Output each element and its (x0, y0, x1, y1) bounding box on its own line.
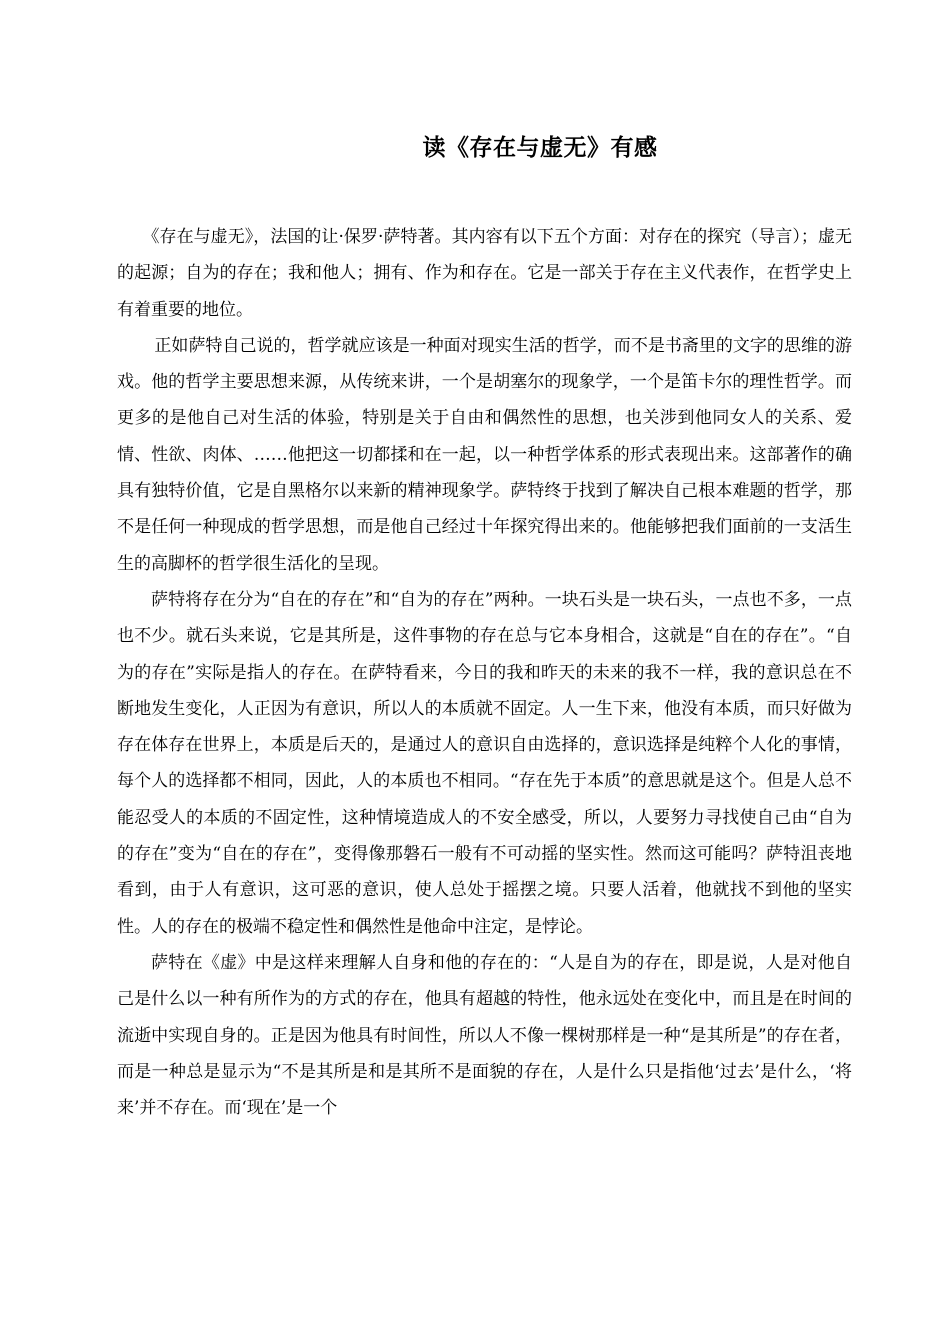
document-title: 读《存在与虚无》有感 (422, 135, 658, 161)
paragraph-intro: 《存在与虚无》，法国的让·保罗·萨特著。其内容有以下五个方面：对存在的探究（导言）；虚无的起源；自为的存在；我和他人；拥有、作为和存在。它是一部关于存在主义代表作，在哲学史上有着重要的地位。 (117, 227, 852, 320)
paragraph-human-existence: 萨特在《虚》中是这样来理解人自身和他的存在的：“人是自为的存在，即是说，人是对他自己是什么以一种有所作为的方式的存在，他具有超越的特性，他永远处在变化中，而且是在时间的流逝中实现自身的。正是因为他具有时间性，所以人不像一棵树那样是一种“是其所是”的存在者，而是一种总是显示为“不是其所是和是其所不是面貌的存在，人是什么只是指他‘过去’是什么，‘将来’并不存在。而‘现在’是一个 (117, 952, 852, 1119)
document-body (117, 219, 852, 1126)
paragraph-being-types: 萨特将存在分为“自在的存在”和“自为的存在”两种。一块石头是一块石头，一点也不多，一点也不少。就石头来说，它是其所是，这件事物的存在总与它本身相合，这就是“自在的存在”。“自为的存在”实际是指人的存在。在萨特看来，今日的我和昨天的未来的我不一样，我的意识总在不断地发生变化，人正因为有意识，所以人的本质就不固定。人一生下来，他没有本质，而只好做为存在体存在世界上，本质是后天的，是通过人的意识自由选择的，意识选择是纯粹个人化的事情，每个人的选择都不相同，因此，人的本质也不相同。“存在先于本质”的意思就是这个。但是人总不能忍受人的本质的不固定性，这种情境造成人的不安全感受，所以，人要努力寻找使自己由“自为的存在”变为“自在的存在”，变得像那磐石一般有不可动摇的坚实性。然而这可能吗？萨特沮丧地看到，由于人有意识，这可恶的意识，使人总处于摇摆之境。只要人活着，他就找不到他的坚实性。人的存在的极端不稳定性和偶然性是他命中注定，是悖论。 (117, 589, 852, 937)
paragraph-philosophy-origin: 正如萨特自己说的，哲学就应该是一种面对现实生活的哲学，而不是书斋里的文字的思维的游戏。他的哲学主要思想来源，从传统来讲，一个是胡塞尔的现象学，一个是笛卡尔的理性哲学。而更多的是他自己对生活的体验，特别是关于自由和偶然性的思想，也关涉到他同女人的关系、爱情、性欲、肉体、……他把这一切都揉和在一起，以一种哲学体系的形式表现出来。这部著作的确具有独特价值，它是自黑格尔以来新的精神现象学。萨特终于找到了解决自己根本难题的哲学，那不是任何一种现成的哲学思想，而是他自己经过十年探究得出来的。他能够把我们面前的一支活生生的高脚杯的哲学很生活化的呈现。 (117, 335, 852, 574)
